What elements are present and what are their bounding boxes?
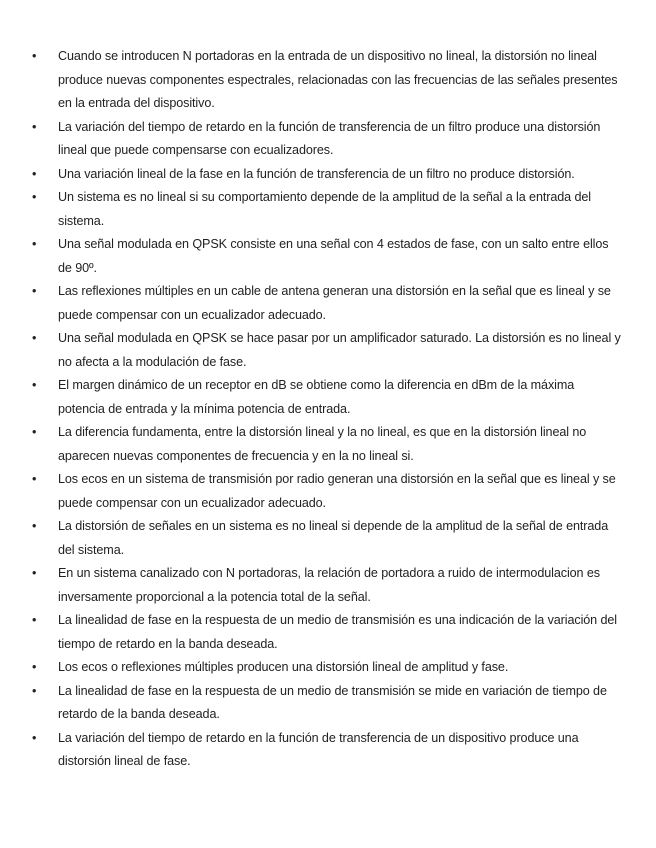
list-item-text: La diferencia fundamenta, entre la distorsión lineal y la no lineal, es que en la distorsión lineal no aparecen nuevas componentes de frecuencia y en la no lineal si. [58,425,587,463]
list-item [30,609,622,656]
list-item [30,280,622,327]
list-item-text: Una variación lineal de la fase en la función de transferencia de un filtro no produce distorsión. [58,166,575,181]
list-item [30,45,622,116]
bullet-icon: • [32,519,37,533]
list-item [30,163,622,187]
list-item [30,327,622,374]
list-item-text: Cuando se introducen N portadoras en la entrada de un dispositivo no lineal, la distorsión no lineal produce nuevas componentes espectrales, relacionadas con las frecuencias de las señales presentes en la entrada del dispositivo. [58,49,618,110]
list-item-text: La variación del tiempo de retardo en la función de transferencia de un filtro produce una distorsión lineal que puede compensarse con ecualizadores. [58,119,601,157]
list-item-text: Una señal modulada en QPSK se hace pasar por un amplificador saturado. La distorsión es no lineal y no afecta a la modulación de fase. [58,331,621,369]
bullet-icon: • [32,425,37,439]
list-item [30,680,622,727]
bullet-icon: • [32,378,37,392]
list-item-text: La variación del tiempo de retardo en la función de transferencia de un dispositivo produce una distorsión lineal de fase. [58,730,579,768]
bullet-icon: • [32,660,37,674]
list-item [30,656,622,680]
list-item-text: La linealidad de fase en la respuesta de un medio de transmisión es una indicación de la variación del tiempo de retardo en la banda deseada. [58,613,617,651]
list-item [30,186,622,233]
bullet-icon: • [32,566,37,580]
bullet-icon: • [32,472,37,486]
bullet-list [30,45,622,774]
bullet-icon: • [32,237,37,251]
list-item [30,515,622,562]
list-item-text: Un sistema es no lineal si su comportamiento depende de la amplitud de la señal a la entrada del sistema. [58,190,591,228]
list-item-text: Los ecos o reflexiones múltiples producen una distorsión lineal de amplitud y fase. [58,660,509,674]
list-item [30,562,622,609]
bullet-icon: • [32,166,37,181]
list-item-text: Los ecos en un sistema de transmisión por radio generan una distorsión en la señal que es lineal y se puede compensar con un ecualizador adecuado. [58,472,616,510]
list-item-text: El margen dinámico de un receptor en dB se obtiene como la diferencia en dBm de la máxima potencia de entrada y la mínima potencia de entrada. [58,378,575,416]
list-item [30,421,622,468]
bullet-icon: • [32,331,37,345]
list-item [30,233,622,280]
list-item-text: En un sistema canalizado con N portadoras, la relación de portadora a ruido de intermodulacion es inversamente proporcional a la potencia total de la señal. [58,566,600,604]
list-item [30,116,622,163]
list-item-text: Una señal modulada en QPSK consiste en una señal con 4 estados de fase, con un salto entre ellos de 90º. [58,237,609,275]
list-item-text: Las reflexiones múltiples en un cable de antena generan una distorsión en la señal que es lineal y se puede compensar con un ecualizador adecuado. [58,284,611,322]
bullet-icon: • [32,613,37,627]
bullet-icon: • [32,284,37,298]
list-item [30,468,622,515]
bullet-icon: • [32,119,37,134]
bullet-icon: • [32,730,37,745]
list-item [30,727,622,774]
list-item [30,374,622,421]
list-item-text: La distorsión de señales en un sistema es no lineal si depende de la amplitud de la señal de entrada del sistema. [58,519,609,557]
bullet-icon: • [32,49,37,63]
bullet-icon: • [32,683,37,698]
list-item-text: La linealidad de fase en la respuesta de un medio de transmisión se mide en variación de tiempo de retardo de la banda deseada. [58,683,607,721]
bullet-icon: • [32,190,37,204]
